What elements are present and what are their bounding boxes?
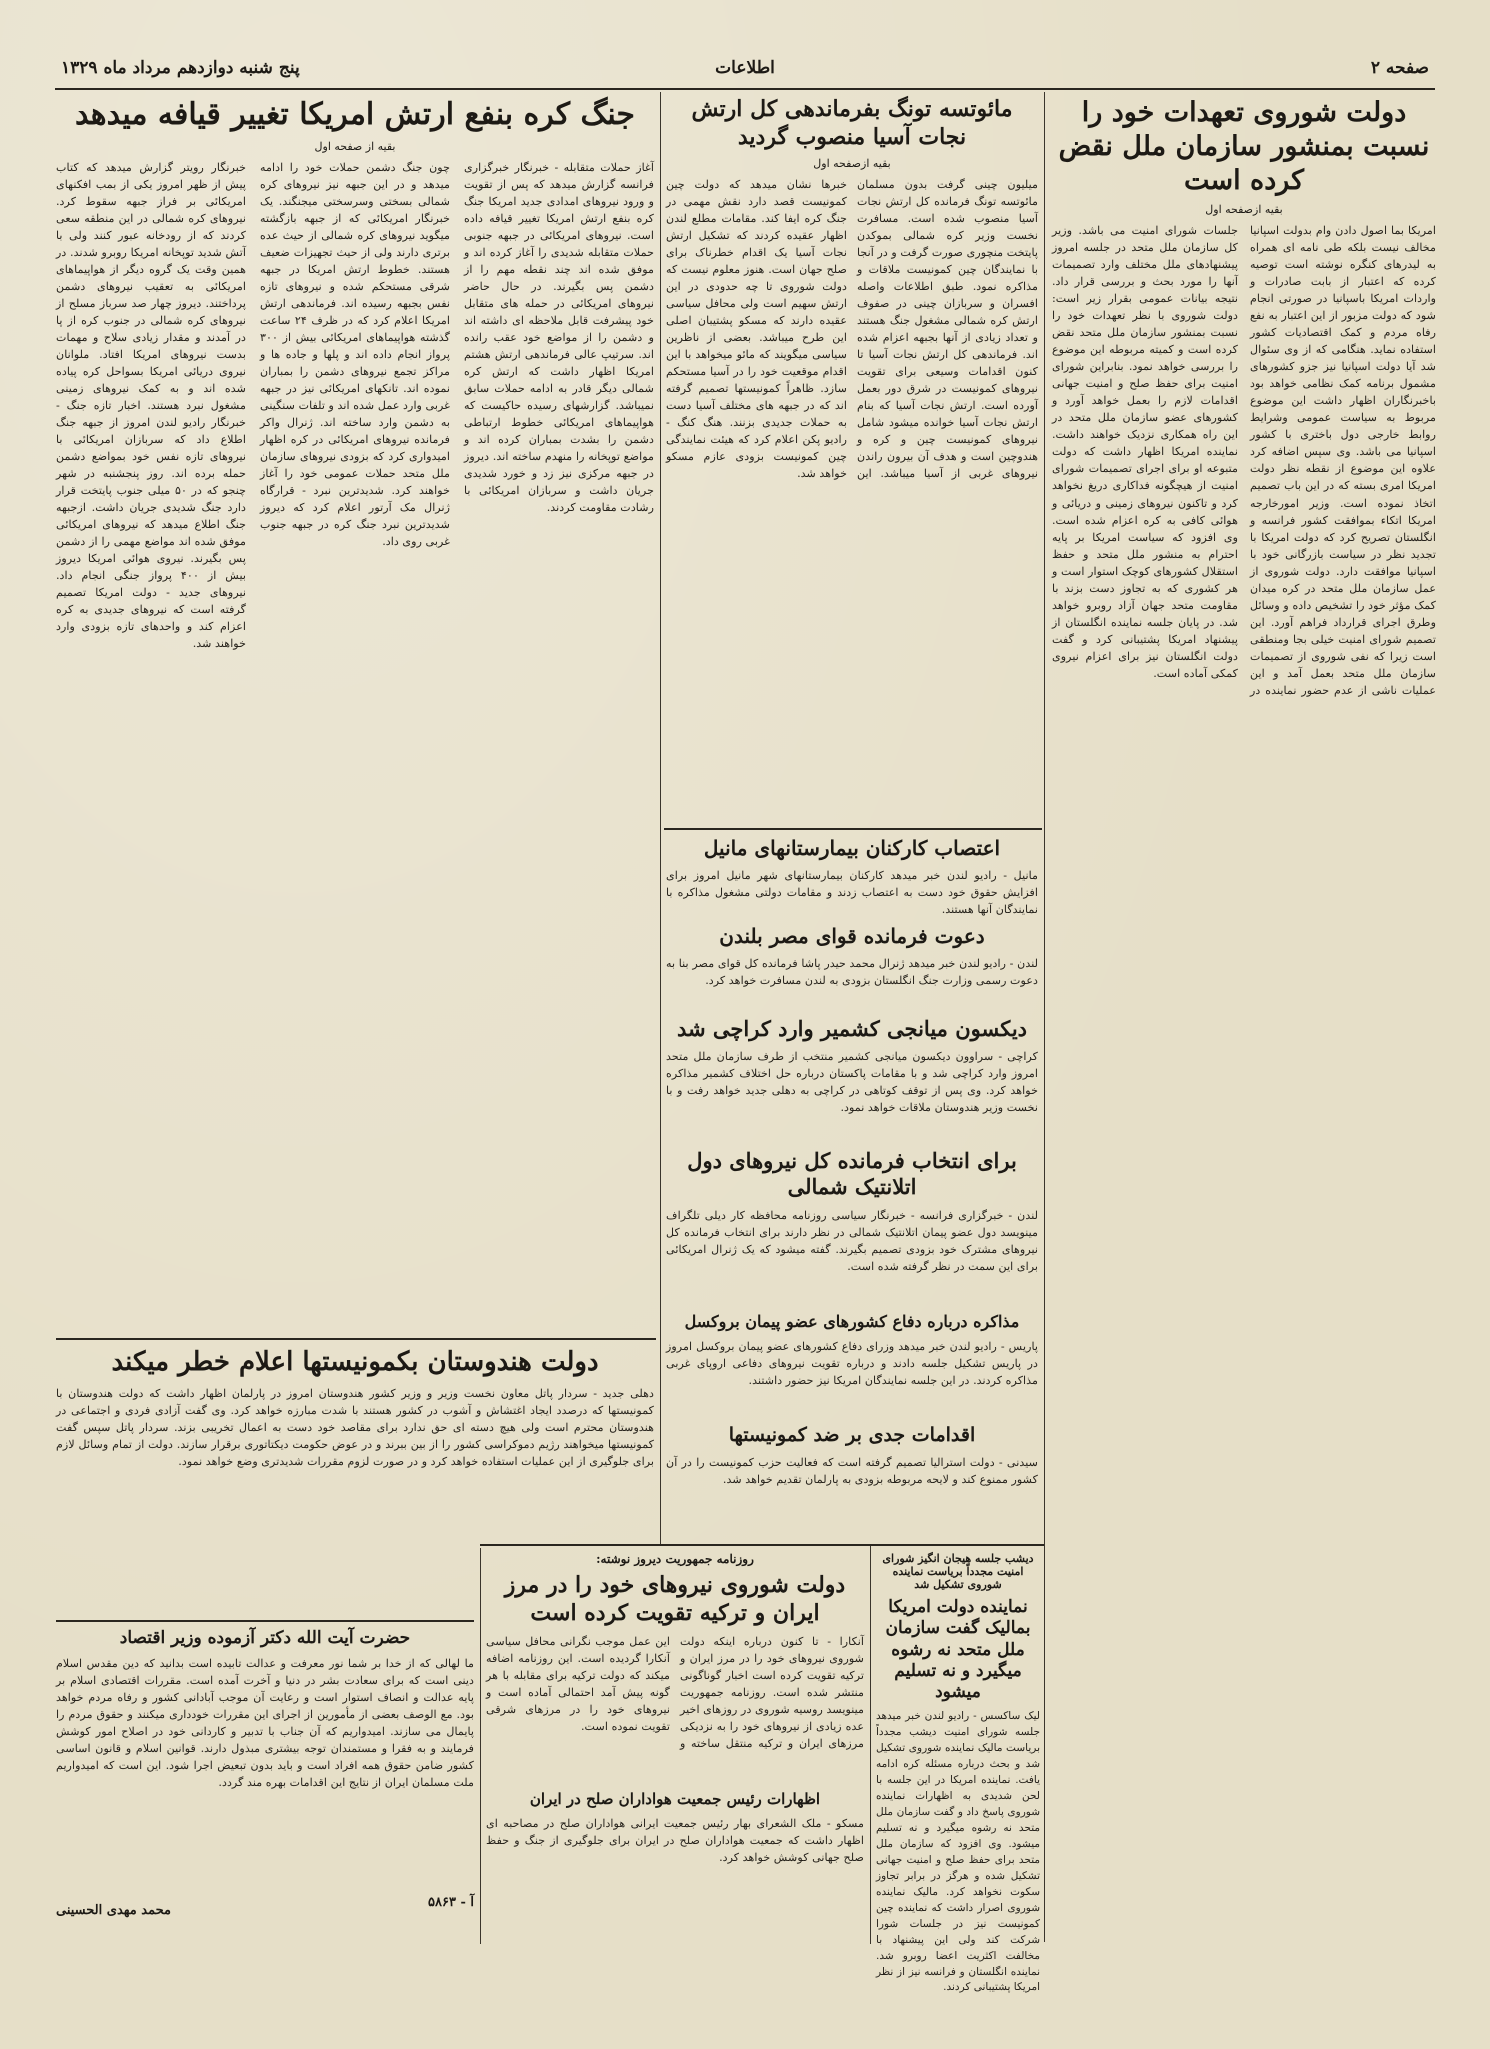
section-divider [480, 1544, 1044, 1546]
section-divider [56, 1620, 474, 1622]
article-manila-strike [666, 836, 1038, 920]
article-headline: مائوتسه تونگ بفرماندهی کل ارتش نجات آسیا منصوب گردید [691, 96, 1013, 150]
article-continuation-note: بقیه ازصفحه اول [1205, 203, 1283, 217]
article-headline: جنگ کره بنفع ارتش امریکا تغییر قیافه میدهد [75, 97, 635, 132]
article-body: مسکو - ملک الشعرای بهار رئیس جمعیت ایرانی هواداران صلح در مصاحبه ای اظهار داشت که جمعیت هواداران صلح در ایران برای جلوگیری از جنگ و حفظ صلح جهانی کوشش خواهد کرد. [486, 1816, 864, 1864]
article-body: پاریس - رادیو لندن خبر میدهد وزرای دفاع کشورهای عضو پیمان بروکسل امروز در پاریس تشکیل جلسه دادند و درباره تقویت نیروهای دفاعی اروپای غربی مذاکره کردند. در این جلسه نمایندگان امریکا نیز حضور داشتند. [666, 1340, 1038, 1388]
article-body: سیدنی - دولت استرالیا تصمیم گرفته است که فعالیت حزب کمونیست را در آن کشور ممنوع کند و لایحه مربوطه بزودی به پارلمان تقدیم خواهد شد. [666, 1455, 1038, 1486]
article-security-council [876, 1550, 1040, 1994]
article-headline: مذاکره درباره دفاع کشورهای عضو پیمان بروکسل [684, 1312, 1020, 1331]
article-headline: دیکسون میانجی کشمیر وارد کراچی شد [676, 1016, 1028, 1041]
article-headline: دعوت فرمانده قوای مصر بلندن [719, 924, 985, 948]
article-body-column: خبرنگار رویتر گزارش میدهد که کتاب پیش از ظهر امروز یکی از بمب افکنهای امریکائی بر فراز جبهه سقوط کرد. نیروهای کره شمالی در این منطقه سعی کردند که از رودخانه عبور کنند ولی با آتش شدید توپخانه امریکا روبرو شدند. در همین وقت یک گروه دیگر از هواپیماهای امریکائی به تعقیب نیروهای دشمن پرداختند. دیروز چهار صد سرباز مسلح از نیروهای کره شمالی در جنوب کره از پا در آمدند و مقدار زیادی سلاح و مهمات بدست نیروهای امریکا افتاد. ملوانان نیروی دریائی امریکا بسواحل کره پیاده شده اند و به کمک نیروهای زمینی مشغول نبرد هستند. اخبار تازه جنگ - خبرنگار رادیو لندن امروز از جبهه جنگ اطلاع داد که سربازان امریکائی با نیروهای تازه نفس خود بمواضع دشمن حمله برده اند. روز پنجشنبه در شهر چنجو که در ۵۰ میلی جنوب پایتخت قرار دارد جنگ شدیدی جریان داشت. ازجبهه جنگ اطلاع میدهد که نیروهای امریکائی موفق شده اند مواضع مهمی را از دشمن پس بگیرند. نیروی هوائی امریکا دیروز بیش از ۴۰۰ پرواز جنگی انجام داد. نیروهای جدید - دولت امریکا تصمیم گرفته است که نیروهای جدیدی به کره اعزام کند و واحدهای تازه بزودی وارد خواهند شد. [56, 160, 247, 650]
article-atlantic-forces [666, 1148, 1038, 1308]
article-body: لندن - خبرگزاری فرانسه - خبرنگار سیاسی روزنامه محافظه کار دیلی تلگراف مینویسد دول عضو پیمان اتلانتیک شمالی در نظر دارند برای انتخاب فرمانده کل نیروهای مشترک خود بزودی تصمیم بگیرند. گفته میشود که یک ژنرال امریکائی برای این سمت در نظر گرفته شده است. [666, 1208, 1038, 1273]
article-soviet-commitments [1052, 96, 1436, 1946]
article-mao-appointed [666, 96, 1038, 824]
article-headline: اقدامات جدی بر ضد کمونیستها [728, 1424, 976, 1446]
article-soviet-border [486, 1550, 864, 1786]
article-code: آ - ۵۸۶۳ [428, 1895, 474, 1911]
article-body: مانیل - رادیو لندن خبر میدهد کارکنان بیمارستانهای شهر مانیل امروز برای افزایش حقوق خود دست به اعتصاب زدند و مقامات دولتی مشغول مذاکره با نمایندگان آنها هستند. [666, 869, 1038, 917]
article-headline: نماینده دولت امریکا بمالیک گفت سازمان ملل متحد نه رشوه میگیرد و نه تسلیم میشود [885, 1597, 1031, 1702]
article-continuation-note: بقیه از صفحه اول [314, 139, 396, 153]
article-kashmir-mediator [666, 1016, 1038, 1144]
paper-name: اطلاعات [715, 58, 775, 78]
issue-date: پنج شنبه دوازدهم مرداد ماه ۱۳۲۹ [61, 58, 300, 78]
article-body-column: آغاز حملات متقابله - خبرنگار خبرگزاری فرانسه گزارش میدهد که پس از تقویت و ورود نیروهای امدادی جدید امریکا جنگ کره بنفع ارتش امریکا تغییر قیافه داده است. نیروهای امریکائی در جبهه جنوبی حملات متقابله شدیدی را آغاز کرده اند و موفق شده اند چند نقطه مهم را از دشمن پس بگیرند. در حال حاضر نیروهای امریکائی در حمله های متقابل خود پیشرفت قابل ملاحظه ای داشته اند و دشمن را از مواضع خود عقب رانده اند. سرتیپ عالی فرماندهی ارتش هشتم امریکا اظهار داشت که ارتش کره شمالی دیگر قادر به ادامه حملات سابق نمیباشد. گزارشهای رسیده حاکیست که هواپیماهای امریکائی خطوط ارتباطی دشمن را بشدت بمباران کرده اند و مواضع توپخانه را منهدم ساخته اند. دیروز در جبهه مرکزی نیز زد و خورد شدیدی جریان داشت و سربازان امریکائی با رشادت مقاومت کردند. [464, 160, 654, 514]
masthead [55, 52, 1435, 90]
article-body: لیک ساکسس - رادیو لندن خبر میدهد جلسه شورای امنیت دیشب مجدداً بریاست مالیک نماینده شوروی تشکیل شد و بحث درباره مسئله کره ادامه یافت. نماینده امریکا در این جلسه با لحن شدیدی به اظهارات نماینده شوروی پاسخ داد و گفت سازمان ملل متحد نه رشوه میگیرد و نه تسلیم میشود. وی افزود که سازمان ملل متحد برای حفظ صلح و امنیت جهانی تشکیل شده و هرگز در برابر تجاوز سکوت نخواهد کرد. مالیک نماینده شوروی اصرار داشت که نماینده چین کمونیست نیز در جلسات شورا شرکت کند ولی این پیشنهاد با مخالفت اکثریت اعضا روبرو شد. نماینده انگلستان و فرانسه نیز از نظر امریکا پشتیبانی کردند. [876, 1710, 1040, 1994]
column-rule [660, 92, 661, 1544]
article-continuation-note: بقیه ازصفحه اول [813, 157, 891, 170]
article-body: امریکا بما اصول دادن وام بدولت اسپانیا مخالف نیست بلکه طی نامه ای همراه به لیدرهای کنگره نوشته است توصیه کرده که اعتبار از بابت صادرات و واردات امریکا باسپانیا در صورتی انجام شود که دولت مزبور از این اعتبار به نفع رفاه مردم و کمک اقتصادیات کشور استفاده نماید. هنگامی که از وی سئوال شد آیا دولت اسپانیا نیز جزو کشورهای مشمول برنامه کمک نظامی خواهد بود باخبرنگاران اظهار داشت این موضوع مربوط به سیاست عمومی وشرایط روابط خارجی دول باختری با کشور اسپانیا می باشد. وی سپس اضافه کرد علاوه این موضوع از نقطه نظر دولت امریکا امری بسته که در این باب تصمیم اتخاذ نموده است. وزیر امورخارجه امریکا اتکاء بموافقت کشور فرانسه و انگلستان تصریح کرد که دولت امریکا با تجدید نظر در سیاست بازرگانی خود با اسپانیا موافقت دارد. دولت شوروی از عمل سازمان ملل متحد در کره میدان کمک مؤثر خود را تشخیص داده و وسائل وطرق اجرای قرارداد فراهم آورد. این تصمیم شورای امنیت خیلی بجا ومنطقی است زیرا که نفی شوروی از تصمیمات سازمان ملل متحد بعمل آمد و این عملیات ناشی از عدم حضور نماینده در جلسات شورای امنیت می باشد. وزیر کل سازمان ملل متحد در جلسه امروز پیشنهادهای ملل مختلف وارد تصمیمات آنها را مورد بحث و بررسی قرار داد. نتیجه بیانات عمومی بقرار زیر است: دولت شوروی با نظر تعهدات خود را نسبت بمنشور سازمان ملل متحد نقض کرده است و کمیته مربوطه این موضوع را بررسی خواهد نمود. بنابراین شورای امنیت برای حفظ صلح و امنیت جهانی اقدامات لازم را بعمل خواهد آورد و کشورهای عضو سازمان ملل متحد در این راه همکاری نزدیک خواهند داشت. نماینده امریکا اظهار داشت که دولت متبوعه او برای اجرای تصمیمات شورای امنیت از هیچگونه فداکاری دریغ نخواهد کرد و تاکنون نیروهای زمینی و دریائی و هوائی کافی به کره اعزام شده است. وی افزود که سیاست امریکا بر پایه احترام به منشور ملل متحد و حفظ استقلال کشورهای کوچک استوار است و هر کشوری که به تجاوز دست بزند با مقاومت متحد جهان آزاد روبرو خواهد شد. در پایان جلسه نماینده انگلستان از پیشنهاد امریکا پشتیبانی کرد و گفت دولت انگلستان نیز برای اعزام نیروی کمکی آماده است. [1052, 224, 1436, 697]
column-rule [870, 1544, 871, 1944]
column-rule [1044, 92, 1045, 1942]
section-divider [664, 828, 1042, 830]
article-ayatollah-message [56, 1628, 474, 1944]
article-headline: اعتصاب کارکنان بیمارستانهای مانیل [703, 836, 1001, 860]
article-body: کراچی - سراوون دیکسون میانجی کشمیر منتخب از طرف سازمان ملل متحد امروز وارد کراچی شد و با مقامات پاکستان درباره حل اختلاف کشمیر مذاکره خواهد کرد. وی پس از توقف کوتاهی در کراچی به دهلی جدید خواهد رفت و با نخست وزیر هندوستان ملاقات خواهد نمود. [666, 1050, 1038, 1115]
article-peace-council [486, 1790, 864, 1944]
article-anti-communist [666, 1424, 1038, 1540]
article-body-column: چون جنگ دشمن حملات خود را ادامه میدهد و در این جبهه نیز نیروهای کره شمالی بسختی وسرسختی میجنگند. یک خبرنگار امریکائی که از جبهه بازگشته میگوید نیروهای کره شمالی از حیث عده برتری دارند ولی از حیث تجهیزات ضعیف هستند. خطوط ارتش امریکا در جبهه شرقی مستحکم شده و نیروهای تازه نفس بجبهه رسیده اند. فرماندهی ارتش امریکا اعلام کرد که در ظرف ۲۴ ساعت گذشته هواپیماهای امریکائی بیش از ۳۰۰ پرواز انجام داده اند و پلها و جاده ها و مراکز تجمع نیروهای دشمن را بمباران نموده اند. تانکهای امریکائی نیز در جبهه غربی وارد عمل شده اند و تلفات سنگینی به دشمن وارد ساخته اند. ژنرال واکر فرمانده نیروهای امریکائی در کره اظهار امیدواری کرد که بزودی نیروهای سازمان ملل متحد حملات عمومی خود را آغاز خواهند کرد. شدیدترین نبرد - قرارگاه ژنرال مک آرتور اعلام کرد که دیروز شدیدترین نبرد جنگ کره در جبهه جنوب غربی روی داد. [260, 160, 451, 548]
article-columns [56, 159, 654, 1309]
article-body: لندن - رادیو لندن خبر میدهد ژنرال محمد حیدر پاشا فرمانده کل قوای مصر بنا به دعوت رسمی وزارت جنگ انگلستان بزودی به لندن مسافرت خواهد کرد. [666, 957, 1038, 988]
page-label: صفحه ۲ [1370, 58, 1429, 78]
article-korea-war [56, 96, 654, 1334]
article-headline: اظهارات رئیس جمعیت هواداران صلح در ایران [529, 1790, 821, 1808]
section-divider [56, 1338, 656, 1340]
article-body: آنکارا - تا کنون درباره اینکه دولت شوروی نیروهای خود را در مرز ایران و ترکیه تقویت کرده است اخبار گوناگونی منتشر شده است. روزنامه جمهوریت مینویسد روسیه شوروی در روزهای اخیر عده زیادی از نیروهای خود را به نزدیکی مرزهای ایران و ترکیه منتقل ساخته و این عمل موجب نگرانی محافل سیاسی آنکارا گردیده است. این روزنامه اضافه میکند که دولت ترکیه برای مقابله با هر گونه پیش آمد احتمالی آماده است و نیروهای خود را در مرزهای شرقی تقویت نموده است. [486, 1635, 864, 1751]
article-body: ما لهالی که از خدا بر شما نور معرفت و عدالت تابیده است بدانید که دین مقدس اسلام دینی است که برای سعادت بشر در دنیا و آخرت آمده است. مقررات اقتصادی اسلام بر پایه عدالت و انصاف استوار است و رعایت آن موجب آبادانی کشور و رفاه مردم خواهد بود. مع الوصف بعضی از مأمورین از اجرای این مقررات خودداری میکنند و حقوق مردم را پایمال می سازند. امیدواریم که آن جناب با تدبیر و کاردانی خود در اصلاح امور کوشش فرمایند و به فقرا و مستمندان توجه بیشتری مبذول دارند. قوانین اسلام و قانون اساسی کشور ضامن حقوق همه افراد است و باید بدون تبعیض اجرا شود. این است که امیدواریم ملت مسلمان ایران از نتایج این اقدامات بهره مند گردد. [56, 1657, 474, 1790]
article-kicker: دیشب جلسه هیجان انگیز شورای امنیت مجدداً بریاست نماینده شوروی تشکیل شد [882, 1552, 1034, 1591]
article-signature: محمد مهدی الحسینی [56, 1903, 171, 1919]
article-brussels-pact [666, 1312, 1038, 1420]
article-headline: دولت شوروی تعهدات خود را نسبت بمنشور سازمان ملل نقض کرده است [1058, 97, 1430, 196]
article-headline: دولت هندوستان بکمونیستها اعلام خطر میکند [111, 1347, 599, 1377]
article-headline: حضرت آیت الله دکتر آزموده وزیر اقتصاد [119, 1628, 411, 1648]
article-headline: دولت شوروی نیروهای خود را در مرز ایران و ترکیه تقویت کرده است [504, 1572, 846, 1626]
column-rule [480, 1548, 481, 1944]
article-body: دهلی جدید - سردار پاتل معاون نخست وزیر و وزیر کشور هندوستان امروز در پارلمان اظهار داشت که دولت هندوستان با کمونیستها که درصدد ایجاد اغتشاش و آشوب در کشور هستند با شدت مبارزه خواهد کرد. وی گفت آزادی فردی و اجتماعی در هندوستان محترم است ولی هیچ دسته ای حق ندارد برای مقاصد خود دست به اعمال تخریبی بزند. سردار پاتل سپس گفت کمونیستها میخواهند رژیم دموکراسی کشور را از بین ببرند و در عوض حکومت دیکتاتوری برقرار سازند. دولت از تمام وسائل لازم برای جلوگیری از این عملیات استفاده خواهد کرد و در صورت لزوم مقررات شدیدتری وضع خواهد نمود. [56, 1386, 654, 1468]
article-footer [56, 1895, 474, 1918]
article-headline: برای انتخاب فرمانده کل نیروهای دول اتلانتیک شمالی [687, 1148, 1017, 1200]
article-body: میلیون چینی گرفت بدون مسلمان مائوتسه تونگ فرمانده کل ارتش نجات آسیا منصوب شده است. مسافرت نخست وزیر کره شمالی بموکدن پایتخت منچوری صورت گرفت و در آنجا با نمایندگان چین کمونیست ملاقات و مذاکره نمود. طبق اطلاعات واصله افسران و سربازان چینی در صفوف ارتش کره شمالی مشغول جنگ هستند و تعداد زیادی از آنها بجبهه اعزام شده اند. فرماندهی کل ارتش نجات آسیا تا کنون اقدامات وسیعی برای تقویت نیروهای کمونیست در شرق دور بعمل آورده است. ارتش نجات آسیا که بنام ارتش نجات آسیا خوانده میشود شامل نیروهای کمونیست چین و کره و هندوچین است و هدف آن بیرون راندن نیروهای غربی از آسیا میباشد. این خبرها نشان میدهد که دولت چین کمونیست قصد دارد نقش مهمی در جنگ کره ایفا کند. مقامات مطلع لندن اظهار عقیده کردند که تشکیل ارتش نجات آسیا یک اقدام خطرناک برای صلح جهان است. هنوز معلوم نیست که دولت شوروی تا چه حدودی در این ارتش سهیم است ولی محافل سیاسی عقیده دارند که مسکو پشتیبان اصلی این طرح میباشد. بعضی از ناظرین سیاسی میگویند که مائو میخواهد با این اقدام موقعیت خود را در آسیا مستحکم سازد. ظاهراً کمونیستها تصمیم گرفته اند که در جبهه های مختلف آسیا دست به حملات جدیدی بزنند. هنگ کنگ - رادیو پکن اعلام کرد که هیئت نمایندگی چین کمونیست بزودی عازم مسکو خواهد شد. [666, 178, 1038, 481]
article-egypt-commander [666, 924, 1038, 1012]
article-kicker: روزنامه جمهوریت دیروز نوشته: [596, 1552, 754, 1566]
